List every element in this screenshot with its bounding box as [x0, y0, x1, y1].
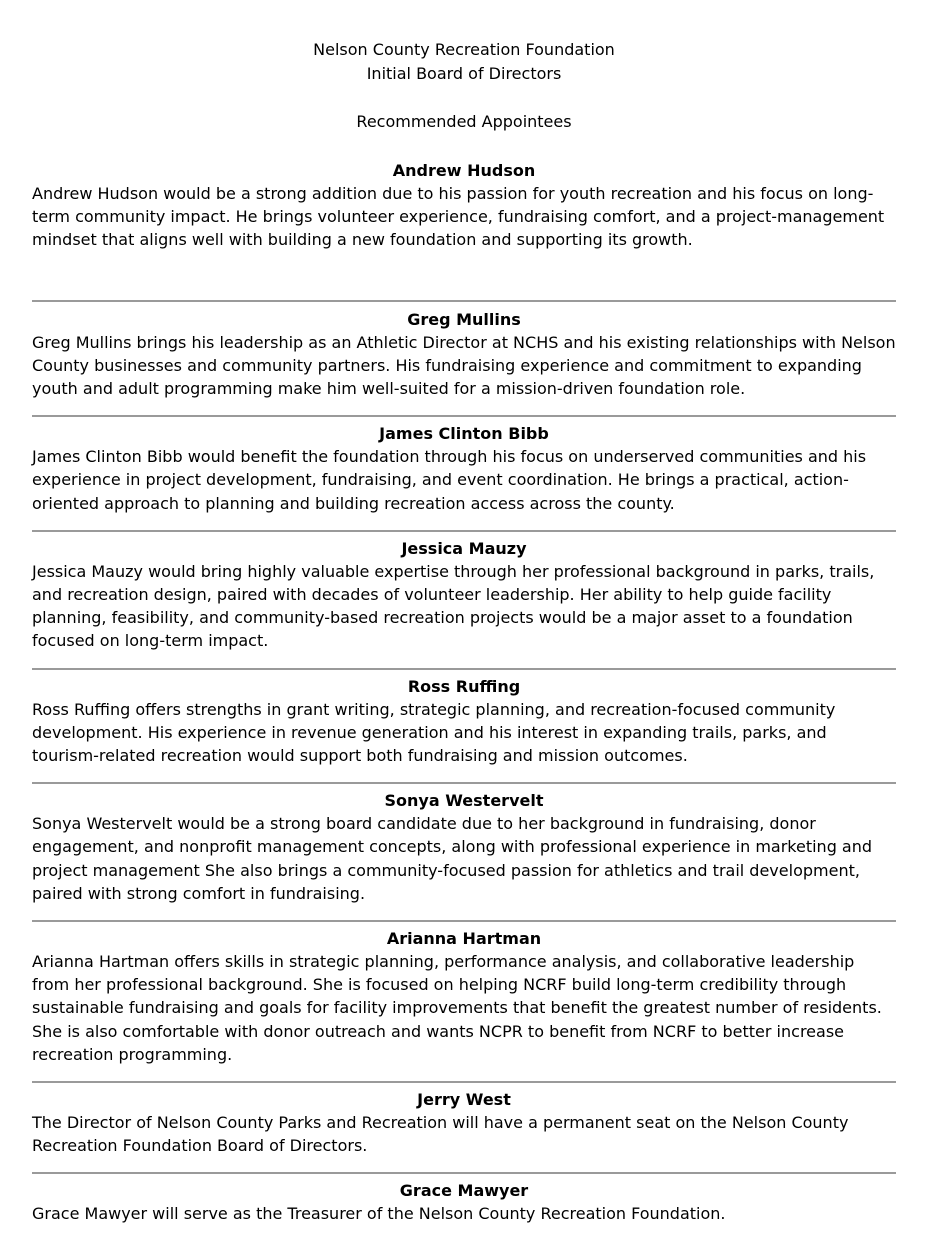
appointee-bio: The Director of Nelson County Parks and Recreation will have a permanent seat on the Nelson County Recreation Foundation Board of Directors. [32, 1113, 849, 1156]
appointee-sonya-westervelt [32, 789, 896, 905]
divider [32, 300, 896, 302]
appointee-name: Ross Ruffing [407, 676, 521, 696]
appointee-name: Greg Mullins [407, 309, 521, 329]
divider [32, 920, 896, 922]
section-subtitle: Recommended Appointees [356, 112, 572, 131]
appointee-name: James Clinton Bibb [379, 424, 549, 444]
appointee-name: Arianna Hartman [386, 929, 542, 949]
appointee-grace-mawyer [32, 1179, 896, 1225]
appointee-bio: Ross Ruffing offers strengths in grant writing, strategic planning, and recreation-focused community development. His experience in revenue generation and his interest in expanding trails, parks, and tourism-related recreation would support both fundraising and mission outcomes. [32, 699, 836, 766]
appointee-andrew-hudson [32, 159, 896, 252]
divider [32, 415, 896, 417]
board-title: Initial Board of Directors [366, 64, 562, 83]
appointee-name: Sonya Westervelt [384, 791, 544, 811]
divider [32, 1172, 896, 1174]
appointee-ross-ruffing [32, 675, 896, 768]
appointee-bio: James Clinton Bibb would benefit the foundation through his focus on underserved communities and his experience in project development, fundraising, and event coordination. He brings a practical, action-oriented approach to planning and building recreation access across the county. [32, 447, 867, 513]
appointee-name: Jerry West [417, 1090, 511, 1110]
divider [32, 668, 896, 670]
divider [32, 1081, 896, 1083]
appointee-jerry-west [32, 1088, 896, 1157]
appointee-bio: Sonya Westervelt would be a strong board candidate due to her background in fundraising, donor engagement, and nonprofit management concepts, along with professional experience in marketing and project management She also brings a community-focused passion for athletics and trail development, paired with strong comfort in fundraising. [32, 814, 873, 903]
divider [32, 782, 896, 784]
appointee-jessica-mauzy [32, 537, 896, 653]
appointee-name: Grace Mawyer [399, 1181, 529, 1201]
appointee-bio: Greg Mullins brings his leadership as an Athletic Director at NCHS and his existing relationships with Nelson County businesses and community partners. His fundraising experience and commitment to expanding youth and adult programming make him well-suited for a mission-driven foundation role. [32, 332, 896, 399]
appointee-name: Jessica Mauzy [401, 538, 527, 558]
appointee-bio: Arianna Hartman offers skills in strategic planning, performance analysis, and collaborative leadership from her professional background. She is focused on helping NCRF build long-term credibility through sustainable fundraising and goals for facility improvements that benefit the greatest number of residents. She is also comfortable with donor outreach and wants NCPR to benefit from NCRF to better increase recreation programming. [32, 952, 882, 1064]
document-page [32, 0, 896, 1226]
organization-title: Nelson County Recreation Foundation [313, 40, 615, 59]
appointee-arianna-hartman [32, 927, 896, 1066]
appointee-james-clinton-bibb [32, 422, 896, 515]
appointee-name: Andrew Hudson [392, 161, 536, 180]
appointee-bio: Jessica Mauzy would bring highly valuable expertise through her professional background in parks, trails, and recreation design, paired with decades of volunteer leadership. Her ability to help guide facility planning, feasibility, and community-based recreation projects would be a major asset to a foundation focused on long-term impact. [32, 561, 875, 651]
divider [32, 530, 896, 532]
appointee-bio: Grace Mawyer will serve as the Treasurer of the Nelson County Recreation Foundation. [32, 1204, 726, 1224]
appointee-bio: Andrew Hudson would be a strong addition due to his passion for youth recreation and his focus on long-term community impact. He brings volunteer experience, fundraising comfort, and a project-management mindset that aligns well with building a new foundation and supporting its growth. [32, 184, 885, 250]
appointee-greg-mullins [32, 308, 896, 401]
